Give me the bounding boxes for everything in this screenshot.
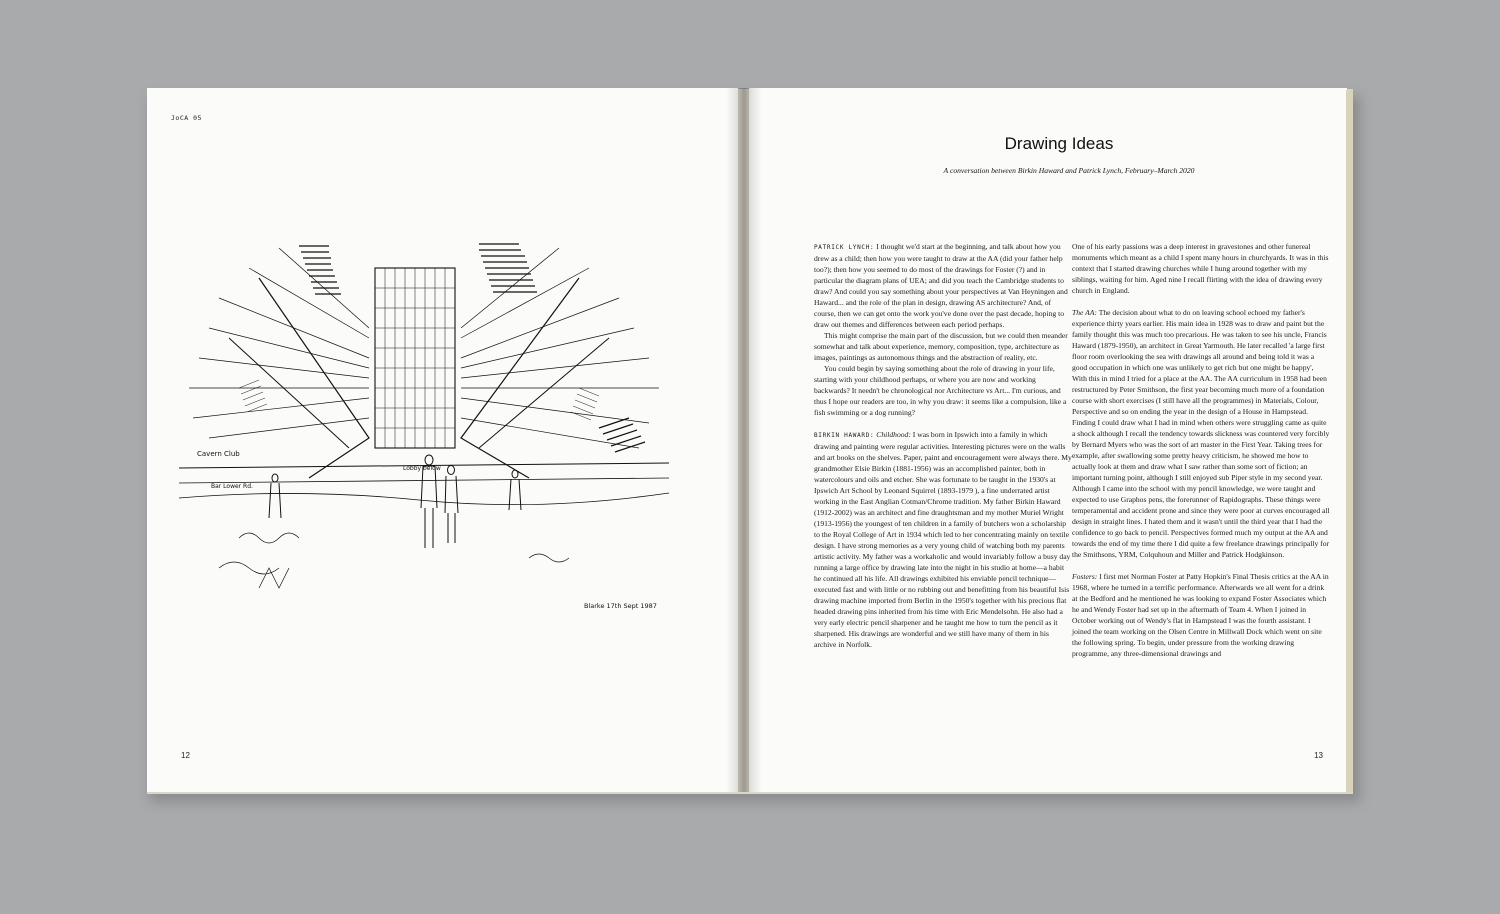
speaker-name: BIRKIN HAWARD:: [814, 432, 875, 439]
running-head: JoCA 05: [171, 114, 202, 122]
paragraph: One of his early passions was a deep interest in gravestones and other funereal monuments which meant as a child I spent many hours in churchyards. It was in this context that I started drawing churches while I hung around together with my siblings, waiting for him. Aged nine I recall flirting with the idea of drawing every church in England.: [1072, 242, 1329, 295]
sketch-label: Cavern Club: [197, 450, 240, 458]
paragraph-text: I thought we'd start at the beginning, and talk about how you drew as a child; then how you were taught to draw at the AA (did your father help too?); then how you seemed to do most of the drawings for Foster (?) and in particular the diagram plans of UEA; and did you teach the Cambridge students to draw? And could you say something about your perspectives at Van Heyningen and Haward... and the role of the plan in design, drawing AS architecture? And, of course, then we can get onto the work you've done over the past decade, hoping to draw out themes and differences between each period perhaps.: [814, 242, 1068, 329]
architectural-sketch: [179, 238, 669, 613]
section-lead: Childhood:: [876, 430, 911, 439]
page-edges: [1346, 90, 1353, 792]
paragraph: [814, 241, 1072, 330]
sketch-label: Bar Lower Rd.: [211, 483, 253, 490]
text-column-left: [814, 241, 1072, 650]
speaker-name: PATRICK LYNCH:: [814, 244, 875, 251]
paragraph-text: The decision about what to do on leaving school echoed my father's experience thirty years earlier. His main idea in 1928 was to draw and paint but the family thought this was much too precarious. He was taken to see his uncle, Francis Haward (1879-1950), an architect in Great Yarmouth. He later recalled 'a large first floor room overlooking the sea with drawings all around and being told it was a good occupation in which one was unlikely to get rich but one might be happy', With this in mind I tried for a place at the AA. The AA curriculum in 1958 had been restructured by Peter Smithson, the first year becoming much more of a foundation course with short exercises (I still have all the programmes) in Materials, Colour, Perspective and so on ending the year in the design of a House in Hampstead. Finding I could draw what I had in mind when others were struggling came as quite a shock although I recall the tendency towards slickness was countered very forcibly by Bernard Myers who was the sort of art master in the First Year. Taking trees for example, after swallowing some pretty heavy criticism, he showed me how to actually look at them and draw what I saw rather than some sort of fiction; an important turning point, although I still enjoyed sub Piper style in my second year. Although I came into the school with my pencil knowledge, we were taught and expected to use Graphos pens, the forerunner of Rapidographs. These things were temperamental and accident prone and since they were poor at curves encouraged all design in straight lines. I hated them and it wasn't until the third year that I had the confidence to go back to pencil. Perspectives formed much my output at the AA and towards the end of my time there I did quite a few freelance drawings principally for the Smithsons, YRM, Colquhoun and Miller and Patrick Hodgkinson.: [1072, 308, 1330, 559]
page-number: 13: [1314, 751, 1323, 760]
article-title: Drawing Ideas: [1004, 134, 1114, 153]
right-page: [749, 88, 1347, 792]
section-lead: Fosters:: [1072, 572, 1098, 581]
paragraph: This might comprise the main part of the discussion, but we could then meander somewhat and talk about experience, memory, composition, type, architecture as images, paintings as autonomous things and the abstraction of reality, etc.: [814, 331, 1068, 362]
article-subtitle: A conversation between Birkin Haward and Patrick Lynch, February–March 2020: [943, 166, 1195, 175]
paragraph: You could begin by saying something about the role of drawing in your life, starting with your childhood perhaps, or where you are now and working backwards? It needn't be chronological nor Architecture vs Art... I'm curious, and thus I hope our readers are too, in why you draw: it seems like a compulsion, like a fish swimming or a dog running?: [814, 364, 1067, 417]
paragraph: [814, 429, 1072, 650]
sketch-signature: Blarke 17th Sept 1987: [584, 602, 657, 610]
sketch-label: Lobby below: [403, 465, 441, 472]
paragraph: [1072, 307, 1330, 560]
paragraph-text: I was born in Ipswich into a family in which drawing and painting were regular activities. Interesting pictures were on the walls and art books on the shelves. Paper, paint and encouragement were always there. My grandmother Elsie Birkin (1881-1956) was an accomplished painter, both in watercolours and oils and etcher. She was fortunate to be taught in the 1930's at Ipswich Art School by Leonard Squirrel (1893-1979 ), a fine underrated artist working in the East Anglian Cotman/Chrome tradition. My father Birkin Haward (1912-2002) was an architect and fine draughtsman and my mother Muriel Wright (1913-1956) the youngest of ten children in a family of butchers won a scholarship to the Royal College of Art in 1934 which led to her concentrating mainly on textile design. I have strong memories as a very young child of watching both my parents artistic activity. My father was a workaholic and would invariably follow a busy day running a large office by drawing late into the night in his studio at home—a habit he continued all his life. All drawings exhibited his enviable pencil technique—executed fast and with little or no rubbing out and benefitting from his beautiful Isis drawing machine imported from Berlin in the 1950's together with his precious flat headed drawing pins inherited from his time with Eric Mendelsohn. He also had a very early electric pencil sharpener and he taught me how to turn the pencil as it sharpened. His drawings are wonderful and we still have many of them in his archive in Norfolk.: [814, 430, 1072, 649]
text-column-right: [1072, 241, 1330, 659]
paragraph-text: I first met Norman Foster at Patty Hopkin's Final Thesis critics at the AA in 1968, where he turned in a terrific performance. Afterwards we all went for a drink at the Bedford and he mentioned he was looking to expand Foster Associates which he and Wendy Foster had set up in the aftermath of Team 4. When I joined in October working out of Wendy's flat in Hampstead I was the fourth assistant. I joined the team working on the Olsen Centre in Millwall Dock which went on site the following spring. To begin, under pressure from the working drawing programme, any three-dimensional drawings and: [1072, 572, 1329, 658]
section-lead: The AA:: [1072, 308, 1097, 317]
paragraph: [1072, 571, 1330, 659]
page-number: 12: [181, 751, 190, 760]
left-page: [147, 88, 738, 792]
